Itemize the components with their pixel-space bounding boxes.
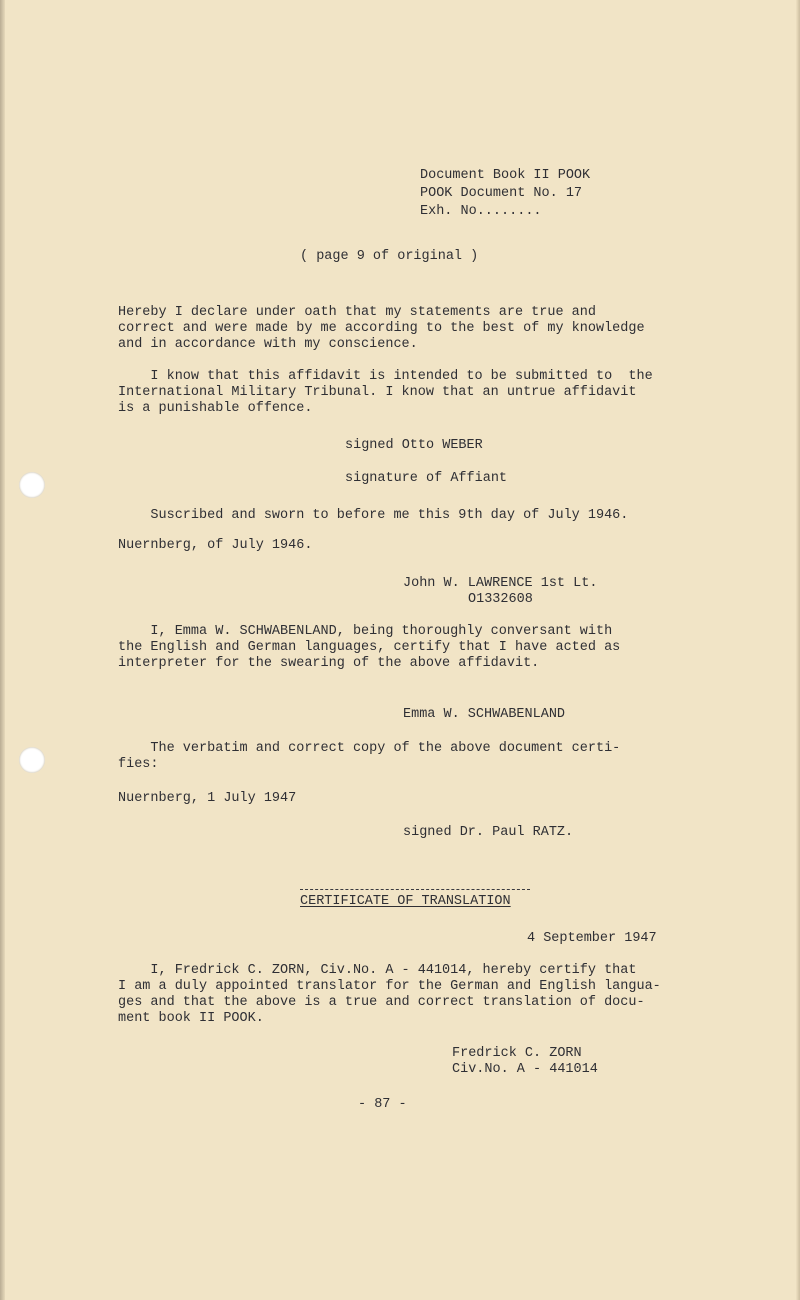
translation-certificate-heading: CERTIFICATE OF TRANSLATION [300,894,511,909]
pook-document-line: POOK Document No. 17 [420,186,583,201]
oath-paragraph: Hereby I declare under oath that my statements are true and correct and were made by me according to the best of my knowledge and in accordance with my conscience. [118,305,645,352]
punch-hole-upper [19,472,45,498]
copy-certification-paragraph: The verbatim and correct copy of the above document certi- fies: [118,741,621,772]
exhibit-number-line: Exh. No........ [420,204,542,219]
officer-name: John W. LAWRENCE 1st Lt. [403,576,598,591]
affiant-signed-line: signed Otto WEBER [345,438,483,453]
copy-signed-line: signed Dr. Paul RATZ. [403,825,574,840]
affiant-signature-label: signature of Affiant [345,471,508,486]
translation-paragraph: I, Fredrick C. ZORN, Civ.No. A - 441014, hereby certify that I am a duly appointed translator for the German and English langua- ges and that the above is a true and correct translation of docu- ment book II POOK. [118,963,661,1026]
interpreter-signature: Emma W. SCHWABENLAND [403,707,566,722]
sworn-place-date: Nuernberg, of July 1946. [118,538,313,553]
translator-civ-number: Civ.No. A - 441014 [452,1062,598,1077]
officer-serial: O1332608 [468,592,533,607]
sworn-statement: Suscribed and sworn to before me this 9th day of July 1946. [118,508,629,523]
translation-date: 4 September 1947 [527,931,657,946]
translator-name: Fredrick C. ZORN [452,1046,582,1061]
doc-book-line: Document Book II POOK [420,168,591,183]
tribunal-paragraph: I know that this affidavit is intended to be submitted to the International Military Tribunal. I know that an untrue affidavit is a punishable offence. [118,369,653,416]
page-of-original-note: ( page 9 of original ) [300,249,479,264]
page-number: - 87 - [358,1097,407,1112]
copy-place-date: Nuernberg, 1 July 1947 [118,791,297,806]
punch-hole-lower [19,747,45,773]
interpreter-paragraph: I, Emma W. SCHWABENLAND, being thoroughly conversant with the English and German languages, certify that I have acted as interpreter for the swearing of the above affidavit. [118,624,621,671]
dashed-rule [300,889,530,890]
